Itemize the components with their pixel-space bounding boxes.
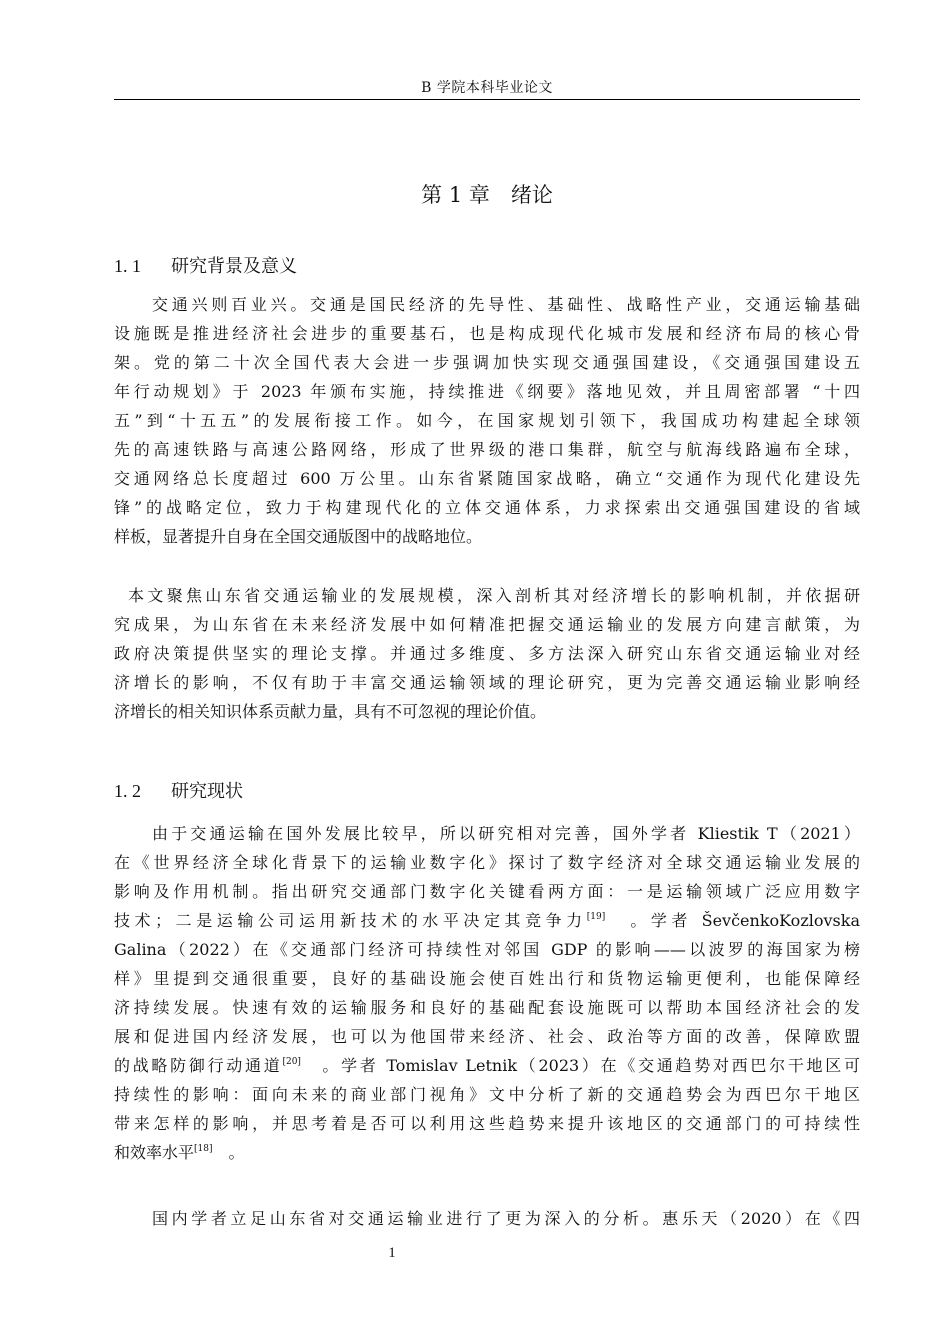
citation-20: [20] (282, 1057, 301, 1067)
paragraph-significance (114, 581, 860, 726)
citation-18: [18] (194, 1144, 213, 1154)
text-line: 究成果，为山东省在未来经济发展中如何精准把握交通运输业的发展方向建言献策，为 (114, 615, 860, 634)
section-number: 1. 1 (114, 256, 141, 276)
text-line: 架。党的第二十次全国代表大会进一步强调加快实现交通强国建设，《交通强国建设五 (114, 353, 860, 372)
text-line: 在《世界经济全球化背景下的运输业数字化》探讨了数字经济对全球交通运输业发展的 (114, 853, 860, 872)
citation-19: [19] (586, 912, 606, 922)
text-line: 带来怎样的影响，并思考着是否可以利用这些趋势来提升该地区的交通部门的可持续性 (114, 1114, 860, 1133)
text-segment: 。学者 Tomislav Letnik（2023）在《交通趋势对西巴尔干地区可 (300, 1056, 860, 1075)
text-line (114, 1051, 860, 1080)
text-line: 先的高速铁路与高速公路网络，形成了世界级的港口集群，航空与航海线路遍布全球， (114, 440, 860, 459)
paragraph-foreign-research (114, 819, 860, 1167)
text-line: 持续性的影响：面向未来的商业部门视角》文中分析了新的交通趋势会为西巴尔干地区 (114, 1085, 860, 1104)
paragraph-domestic-research (114, 1204, 860, 1233)
text-segment: 。学者 ŠevčenkoKozlovska (605, 911, 860, 930)
text-line: 影响及作用机制。指出研究交通部门数字化关键看两方面：一是运输领域广泛应用数字 (114, 882, 860, 901)
text-segment: 和效率水平 (114, 1143, 195, 1162)
text-line: 济增长的影响，不仅有助于丰富交通运输领域的理论研究，更为完善交通运输业影响经 (114, 673, 860, 692)
text-line: 交通网络总长度超过 600 万公里。山东省紧随国家战略，确立“交通作为现代化建设先 (114, 469, 860, 488)
text-line: 五”到“十五五”的发展衔接工作。如今，在国家规划引领下，我国成功构建起全球领 (114, 411, 860, 430)
section-heading-1-2 (114, 777, 860, 806)
text-line: 设施既是推进经济社会进步的重要基石，也是构成现代化城市发展和经济布局的核心骨 (114, 324, 860, 343)
text-line: Galina（2022）在《交通部门经济可持续性对邻国 GDP 的影响——以波罗的海国家为榜 (114, 940, 860, 959)
text-line: 济持续发展。快速有效的运输服务和良好的基础配套设施既可以帮助本国经济社会的发 (114, 998, 860, 1017)
text-line: 交通兴则百业兴。交通是国民经济的先导性、基础性、战略性产业，交通运输基础 (152, 295, 860, 314)
section-heading-1-1 (114, 252, 860, 281)
section-number: 1. 2 (114, 781, 141, 801)
chapter-title: 第 1 章 绪论 (421, 183, 553, 207)
section-title: 研究现状 (171, 781, 243, 802)
text-line: 样板，显著提升自身在全国交通版图中的战略地位。 (114, 527, 483, 546)
running-header: B 学院本科毕业论文 (421, 80, 553, 96)
text-line: 本文聚焦山东省交通运输业的发展规模，深入剖析其对经济增长的影响机制，并依据研 (128, 586, 860, 605)
text-line: 样》里提到交通很重要，良好的基础设施会使百姓出行和货物运输更便利，也能保障经 (114, 969, 860, 988)
text-line: 政府决策提供坚实的理论支撑。并通过多维度、多方法深入研究山东省交通运输业对经 (114, 644, 860, 663)
text-line (114, 906, 860, 935)
text-line: 济增长的相关知识体系贡献力量，具有不可忽视的理论价值。 (114, 702, 547, 721)
text-line: 国内学者立足山东省对交通运输业进行了更为深入的分析。惠乐天（2020）在《四 (152, 1209, 860, 1228)
text-line: 由于交通运输在国外发展比较早，所以研究相对完善，国外学者 Kliestik T（2021） (152, 824, 860, 843)
text-line (114, 1138, 860, 1167)
text-line: 年行动规划》于 2023 年颁布实施，持续推进《纲要》落地见效，并且周密部署 “十四 (114, 382, 860, 401)
text-segment: 。 (212, 1143, 245, 1162)
text-line: 展和促进国内经济发展，也可以为他国带来经济、社会、政治等方面的改善，保障欧盟 (114, 1027, 860, 1046)
text-line: 锋”的战略定位，致力于构建现代化的立体交通体系，力求探索出交通强国建设的省域 (114, 498, 860, 517)
header-rule (114, 99, 860, 100)
section-title: 研究背景及意义 (171, 256, 297, 277)
text-segment: 的战略防御行动通道 (114, 1056, 283, 1075)
text-segment: 技术；二是运输公司运用新技术的水平决定其竞争力 (114, 911, 587, 930)
paragraph-background (114, 290, 860, 551)
page-number: 1 (388, 1245, 396, 1261)
